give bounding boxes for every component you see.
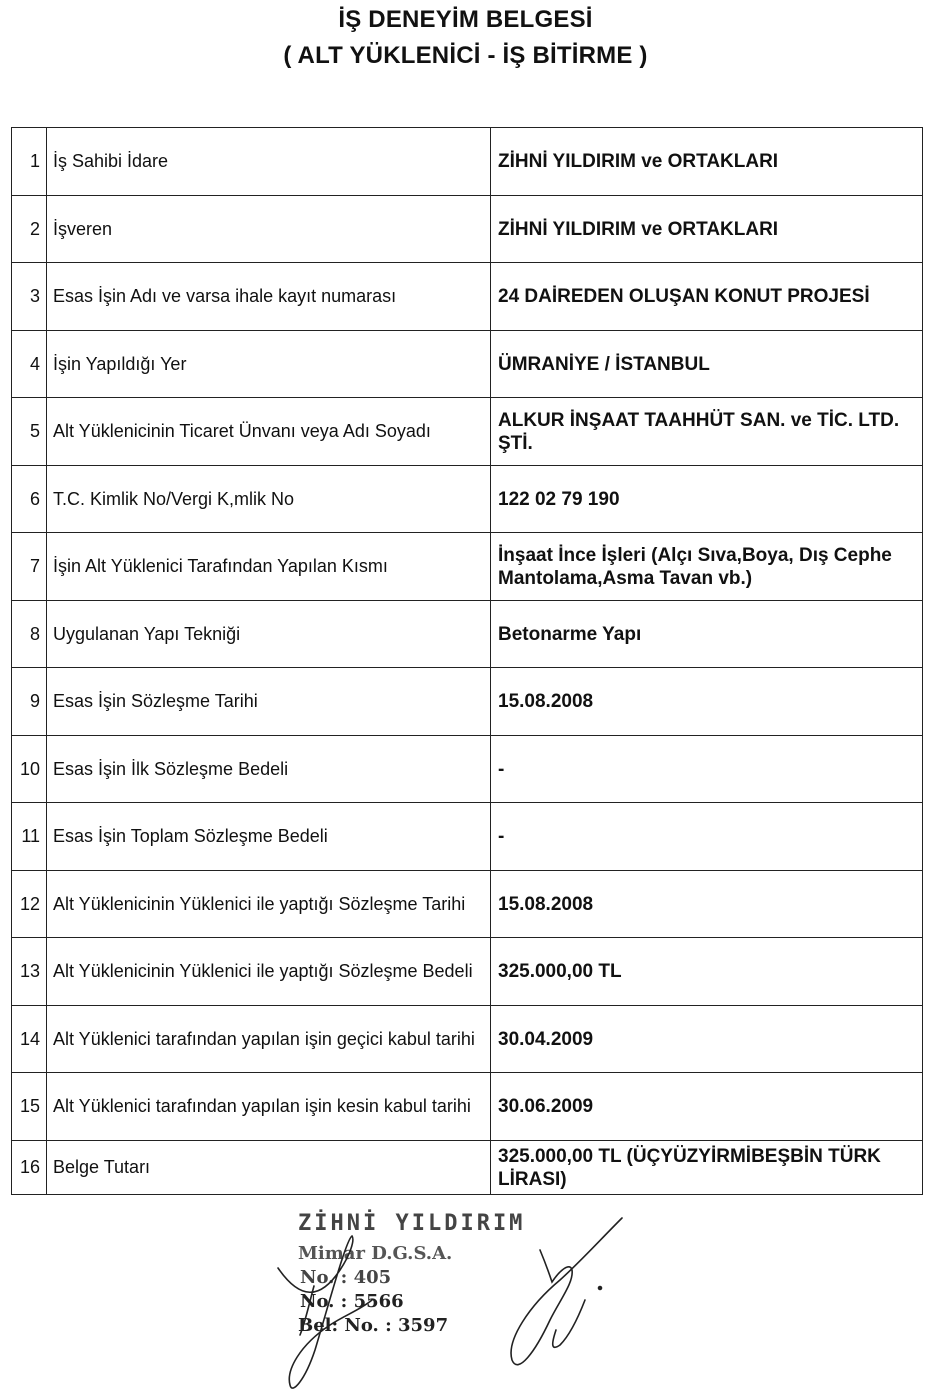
row-value: 30.06.2009 <box>491 1073 923 1141</box>
row-number: 12 <box>12 871 47 938</box>
table-row <box>12 871 923 938</box>
table-row <box>12 263 923 331</box>
row-label: Esas İşin İlk Sözleşme Bedeli <box>47 736 491 803</box>
row-value: - <box>491 803 923 871</box>
row-number: 10 <box>12 736 47 803</box>
row-number: 15 <box>12 1073 47 1141</box>
row-value: ALKUR İNŞAAT TAAHHÜT SAN. ve TİC. LTD. ŞTİ. <box>491 398 923 466</box>
table-row <box>12 668 923 736</box>
row-number: 2 <box>12 196 47 263</box>
table-row <box>12 196 923 263</box>
row-number: 9 <box>12 668 47 736</box>
row-number: 6 <box>12 466 47 533</box>
row-number: 14 <box>12 1006 47 1073</box>
row-label: Belge Tutarı <box>47 1141 491 1195</box>
table-row <box>12 398 923 466</box>
row-label: Esas İşin Adı ve varsa ihale kayıt numarası <box>47 263 491 331</box>
table-row <box>12 331 923 398</box>
row-label: Alt Yüklenici tarafından yapılan işin kesin kabul tarihi <box>47 1073 491 1141</box>
row-number: 4 <box>12 331 47 398</box>
row-value: 325.000,00 TL (ÜÇYÜZYİRMİBEŞBİN TÜRK LİRASI) <box>491 1141 923 1195</box>
company-stamp <box>260 1205 660 1395</box>
table-row <box>12 803 923 871</box>
row-value: 15.08.2008 <box>491 871 923 938</box>
row-number: 5 <box>12 398 47 466</box>
table-row <box>12 736 923 803</box>
table-row <box>12 938 923 1006</box>
row-label: İş Sahibi İdare <box>47 128 491 196</box>
stamp-name: ZİHNİ YILDIRIM <box>298 1211 526 1236</box>
row-number: 13 <box>12 938 47 1006</box>
stamp-number: No. : 5566 <box>300 1291 404 1312</box>
row-value: - <box>491 736 923 803</box>
row-number: 1 <box>12 128 47 196</box>
table-row <box>12 1006 923 1073</box>
stamp-number: Bel: No. : 3597 <box>298 1315 449 1336</box>
row-label: İşveren <box>47 196 491 263</box>
row-value: 30.04.2009 <box>491 1006 923 1073</box>
row-value: 15.08.2008 <box>491 668 923 736</box>
row-value: İnşaat İnce İşleri (Alçı Sıva,Boya, Dış Cephe Mantolama,Asma Tavan vb.) <box>491 533 923 601</box>
row-number: 7 <box>12 533 47 601</box>
row-number: 3 <box>12 263 47 331</box>
table-row <box>12 466 923 533</box>
row-label: Alt Yüklenici tarafından yapılan işin geçici kabul tarihi <box>47 1006 491 1073</box>
row-label: Esas İşin Toplam Sözleşme Bedeli <box>47 803 491 871</box>
certificate-table <box>11 127 923 1195</box>
row-number: 8 <box>12 601 47 668</box>
row-label: Esas İşin Sözleşme Tarihi <box>47 668 491 736</box>
row-value: Betonarme Yapı <box>491 601 923 668</box>
stamp-title: Mimar D.G.S.A. <box>298 1243 453 1264</box>
row-value: ZİHNİ YILDIRIM ve ORTAKLARI <box>491 196 923 263</box>
row-value: 122 02 79 190 <box>491 466 923 533</box>
stamp-number: No. : 405 <box>300 1267 392 1288</box>
table-row <box>12 1073 923 1141</box>
table-row <box>12 1141 923 1195</box>
document-title: İŞ DENEYİM BELGESİ <box>338 6 593 33</box>
table-row <box>12 533 923 601</box>
document-subtitle: ( ALT YÜKLENİCİ - İŞ BİTİRME ) <box>283 42 648 69</box>
row-label: Alt Yüklenicinin Yüklenici ile yaptığı Sözleşme Bedeli <box>47 938 491 1006</box>
row-label: İşin Alt Yüklenici Tarafından Yapılan Kısmı <box>47 533 491 601</box>
row-number: 16 <box>12 1141 47 1195</box>
table-row <box>12 601 923 668</box>
row-number: 11 <box>12 803 47 871</box>
row-label: İşin Yapıldığı Yer <box>47 331 491 398</box>
table-row <box>12 128 923 196</box>
row-label: T.C. Kimlik No/Vergi K,mlik No <box>47 466 491 533</box>
row-value: 325.000,00 TL <box>491 938 923 1006</box>
row-label: Alt Yüklenicinin Yüklenici ile yaptığı Sözleşme Tarihi <box>47 871 491 938</box>
row-label: Alt Yüklenicinin Ticaret Ünvanı veya Adı Soyadı <box>47 398 491 466</box>
row-value: 24 DAİREDEN OLUŞAN KONUT PROJESİ <box>491 263 923 331</box>
row-value: ÜMRANİYE / İSTANBUL <box>491 331 923 398</box>
row-label: Uygulanan Yapı Tekniği <box>47 601 491 668</box>
row-value: ZİHNİ YILDIRIM ve ORTAKLARI <box>491 128 923 196</box>
